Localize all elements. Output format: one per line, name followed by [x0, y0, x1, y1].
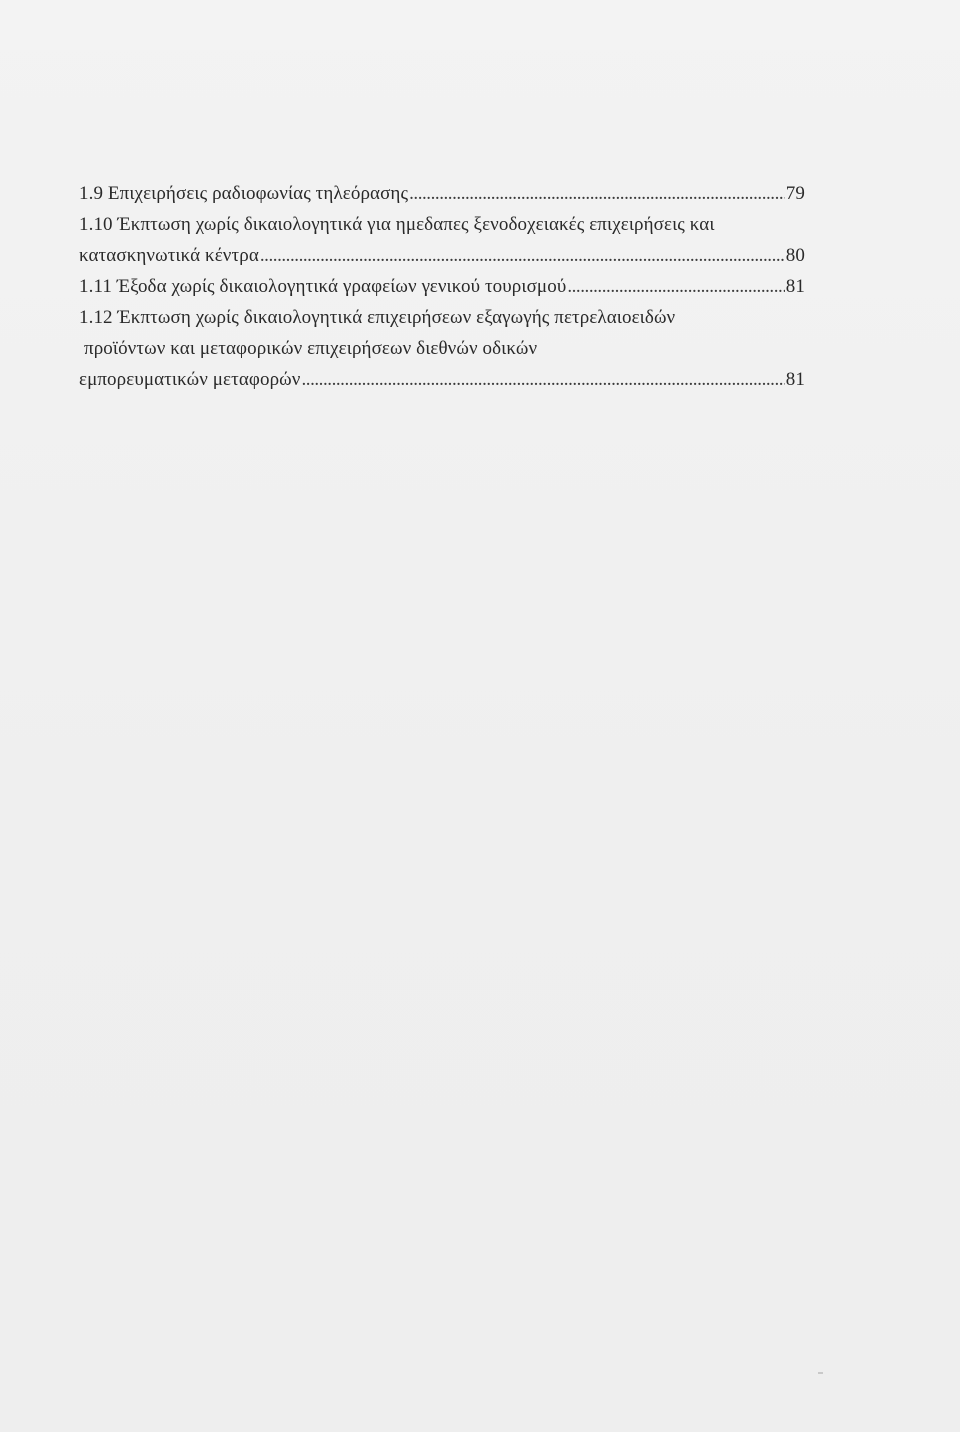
toc-entry-number: 1.10	[79, 214, 113, 235]
dot-leader	[409, 178, 785, 209]
toc-page-number: 79	[785, 183, 805, 204]
toc-entry-number: 1.9	[79, 183, 104, 204]
toc-page-number: 81	[785, 369, 805, 390]
table-of-contents	[79, 178, 805, 395]
toc-entry-title-continued: κατασκηνωτικά κέντρα	[79, 245, 259, 266]
toc-entry-number: 1.12	[79, 307, 113, 328]
toc-page-number: 80	[785, 245, 805, 266]
dot-leader	[260, 240, 785, 271]
toc-entry-title: Έξοδα χωρίς δικαιολογητικά γραφείων γενικού τουρισμού	[116, 276, 567, 297]
toc-entry-title-continued: εμπορευματικών μεταφορών	[79, 369, 301, 390]
dot-leader	[567, 271, 784, 302]
dot-leader	[301, 364, 784, 395]
toc-entry-text	[79, 271, 566, 302]
toc-entry-1-9[interactable]	[79, 178, 805, 209]
toc-entry-1-12-line-1[interactable]	[79, 302, 805, 333]
toc-entry-number: 1.11	[79, 276, 112, 297]
toc-entry-1-11[interactable]	[79, 271, 805, 302]
toc-page-number: 81	[785, 276, 805, 297]
scan-speck	[818, 1372, 823, 1374]
toc-entry-title: Έκπτωση χωρίς δικαιολογητικά για ημεδαπες ξενοδοχειακές επιχειρήσεις και	[117, 214, 715, 235]
toc-entry-text	[79, 178, 408, 209]
toc-entry-1-12-line-3[interactable]	[79, 364, 805, 395]
toc-entry-1-12-line-2[interactable]: προϊόντων και μεταφορικών επιχειρήσεων διεθνών οδικών	[84, 338, 538, 359]
toc-entry-title: Έκπτωση χωρίς δικαιολογητικά επιχειρήσεων εξαγωγής πετρελαιοειδών	[117, 307, 676, 328]
toc-entry-title: Επιχειρήσεις ραδιοφωνίας τηλεόρασης	[107, 183, 409, 204]
toc-entry-1-10-line-1[interactable]	[79, 209, 805, 240]
toc-entry-1-10-line-2[interactable]	[79, 240, 805, 271]
